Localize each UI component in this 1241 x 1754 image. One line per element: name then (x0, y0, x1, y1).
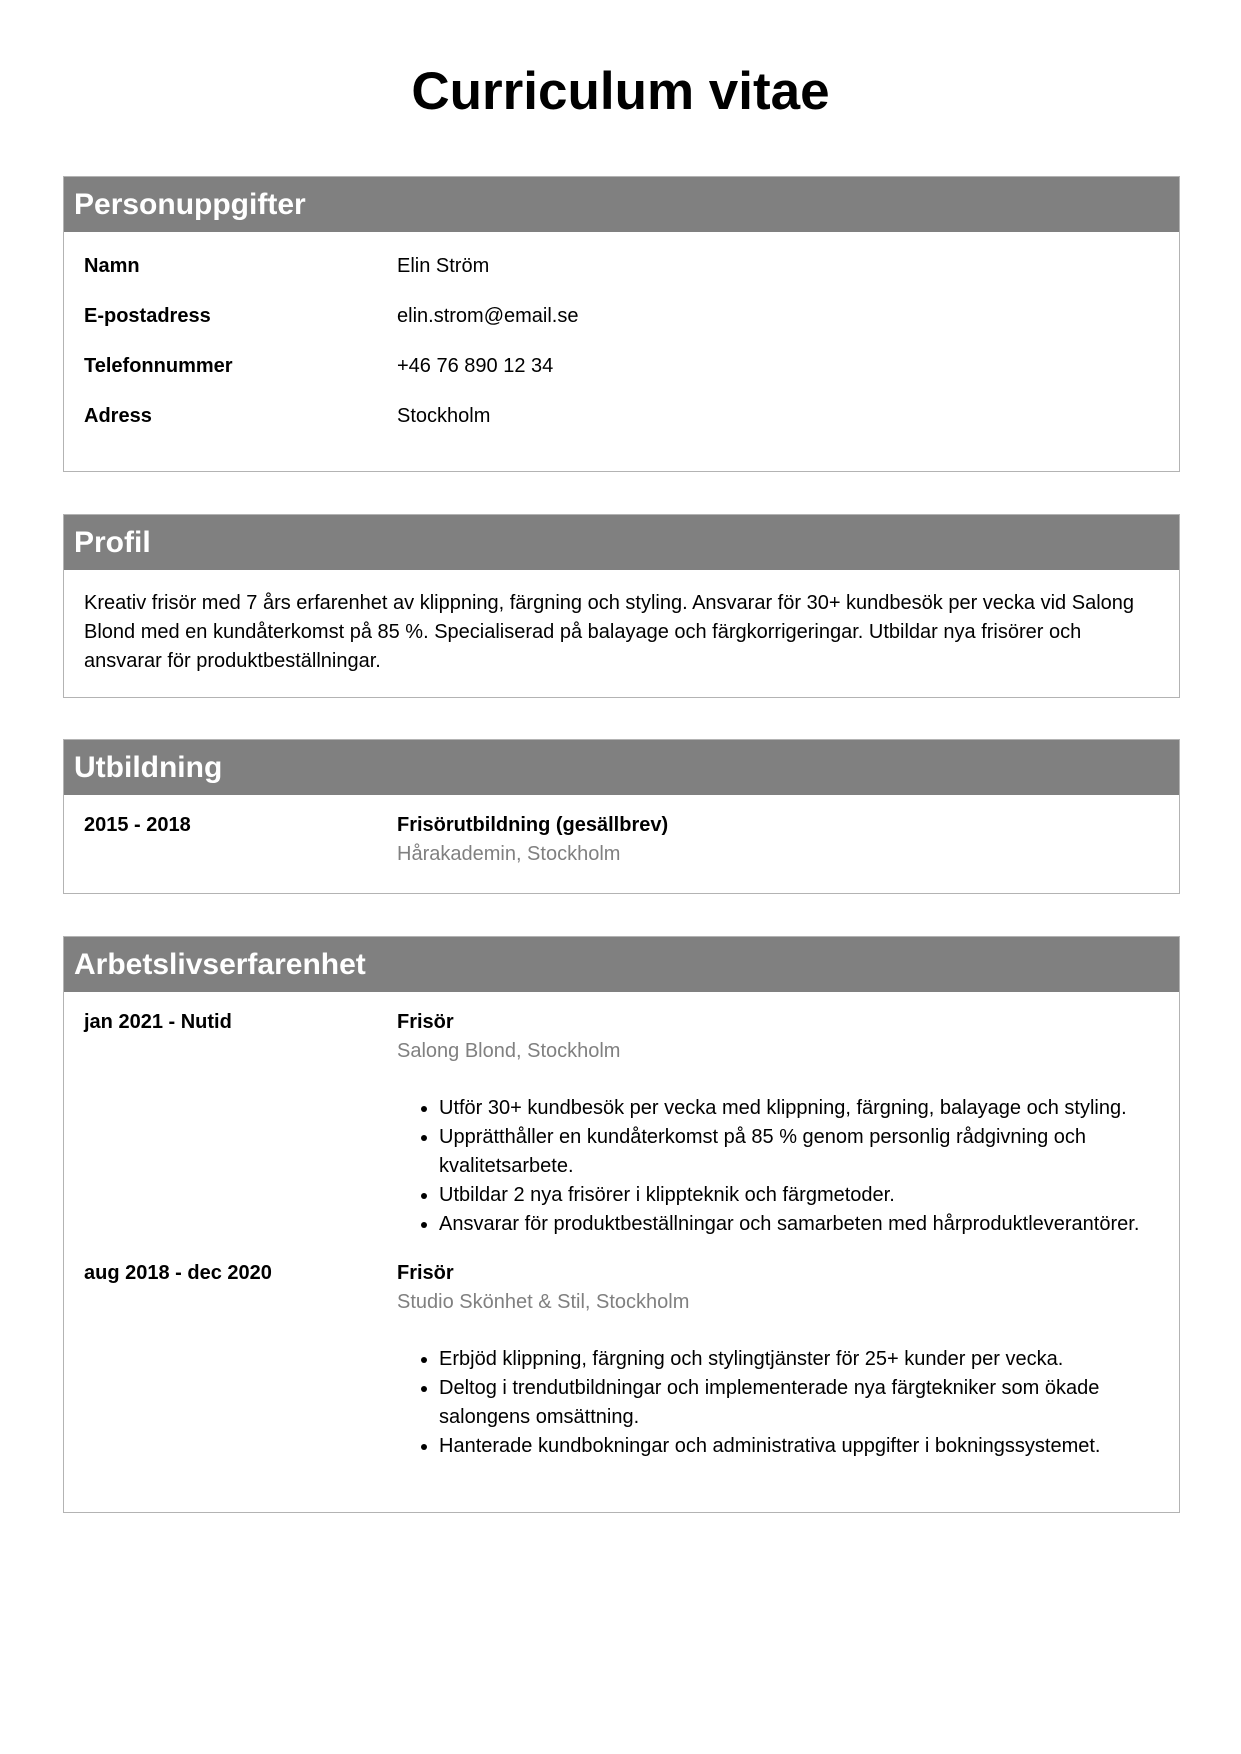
bullet-item: • Utför 30+ kundbesök per vecka med klippning, färgning, balayage och styling. (439, 1094, 1159, 1123)
personal-fields (64, 232, 1179, 441)
name-value: Elin Ström (397, 254, 490, 277)
field-row-email (84, 291, 1159, 341)
profile-section (63, 514, 1180, 698)
job-bullets (397, 1094, 1159, 1239)
page-title: Curriculum vitae (411, 62, 830, 121)
bullet-item: • Utbildar 2 nya frisörer i klippteknik och färgmetoder. (439, 1181, 1159, 1210)
job-bullets (397, 1345, 1159, 1461)
education-entry (84, 811, 1159, 869)
education-section (63, 739, 1180, 894)
experience-header: Arbetslivserfarenhet (64, 937, 1179, 992)
field-row-address (84, 391, 1159, 441)
name-label: Namn (84, 254, 140, 277)
experience-section (63, 936, 1180, 1513)
phone-value: +46 76 890 12 34 (397, 354, 554, 377)
education-body (64, 795, 1179, 869)
experience-entry (84, 1259, 1159, 1461)
education-header: Utbildning (64, 740, 1179, 795)
email-value: elin.strom@email.se (397, 304, 579, 327)
field-row-phone (84, 341, 1159, 391)
experience-details (397, 1259, 1159, 1461)
education-period: 2015 - 2018 (84, 814, 191, 836)
address-label: Adress (84, 404, 152, 427)
bullet-item: • Ansvarar för produktbeställningar och samarbeten med hårproduktleverantörer. (439, 1210, 1159, 1239)
job-title: Frisör (397, 1011, 454, 1033)
phone-label: Telefonnummer (84, 354, 233, 377)
job-title: Frisör (397, 1262, 454, 1284)
personal-section (63, 176, 1180, 472)
education-title: Frisörutbildning (gesällbrev) (397, 814, 669, 836)
personal-header: Personuppgifter (64, 177, 1179, 232)
experience-details (397, 1008, 1159, 1239)
email-label: E-postadress (84, 304, 211, 327)
job-place: Salong Blond, Stockholm (397, 1040, 621, 1062)
experience-entry (84, 1008, 1159, 1239)
bullet-item: • Deltog i trendutbildningar och implementerade nya färgtekniker som ökade salongens omsättning. (439, 1374, 1159, 1432)
bullet-item: • Upprätthåller en kundåterkomst på 85 % genom personlig rådgivning och kvalitetsarbete. (439, 1123, 1159, 1181)
profile-header: Profil (64, 515, 1179, 570)
address-value: Stockholm (397, 404, 491, 427)
education-place: Hårakademin, Stockholm (397, 843, 621, 865)
education-details (397, 811, 1159, 869)
experience-body (64, 992, 1179, 1461)
profile-text: Kreativ frisör med 7 års erfarenhet av klippning, färgning och styling. Ansvarar för 30+ kundbesök per vecka vid Salong Blond med en kundåterkomst på 85 %. Specialiserad på balayage och färgkorrigeringar. Utbildar nya frisörer och ansvarar för produktbeställningar. (84, 592, 1135, 672)
job-place: Studio Skönhet & Stil, Stockholm (397, 1291, 690, 1313)
experience-period: jan 2021 - Nutid (84, 1011, 232, 1033)
field-row-name (84, 241, 1159, 291)
bullet-item: • Erbjöd klippning, färgning och stylingtjänster för 25+ kunder per vecka. (439, 1345, 1159, 1374)
experience-period: aug 2018 - dec 2020 (84, 1262, 272, 1284)
profile-body (64, 570, 1179, 698)
bullet-item: • Hanterade kundbokningar och administrativa uppgifter i bokningssystemet. (439, 1432, 1159, 1461)
